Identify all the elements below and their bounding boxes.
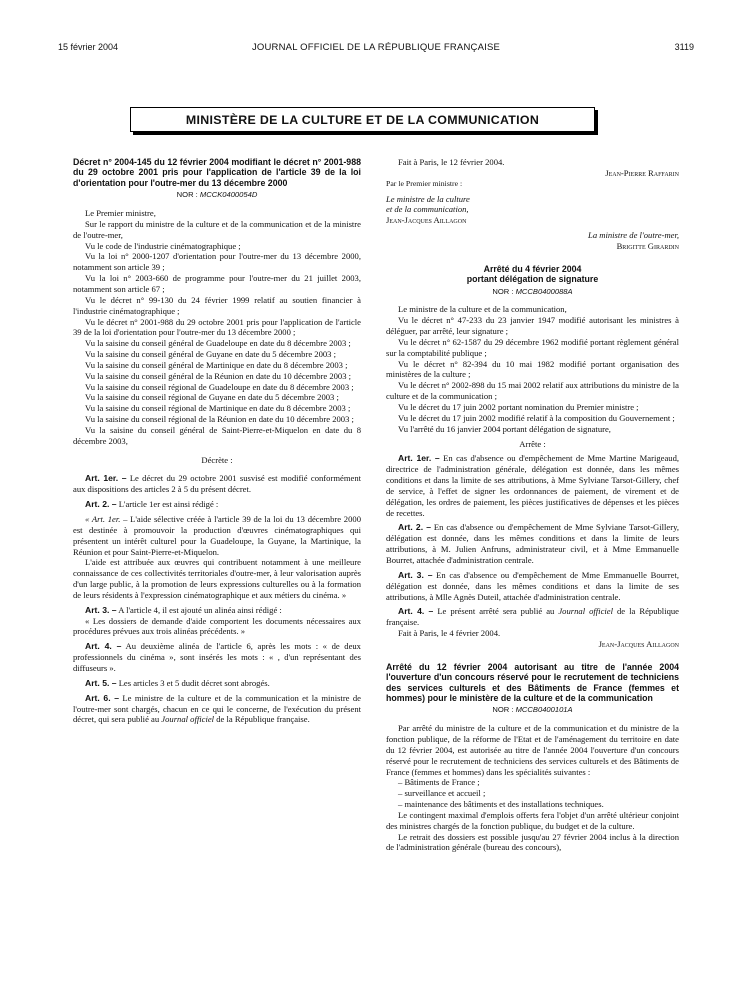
- ministry-banner: [130, 107, 595, 132]
- ministry-title: MINISTÈRE DE LA CULTURE ET DE LA COMMUNICATION: [185, 112, 540, 127]
- decret-para: Vu la loi n° 2000-1207 d'orientation pour l'outre-mer du 13 décembre 2000, notamment son article 39 ;: [73, 251, 361, 273]
- arrete1-article-4: Art. 4. – Le présent arrêté sera publié au Journal officiel de la République française.: [386, 606, 679, 628]
- arrete1-article-2: Art. 2. – En cas d'absence ou d'empêchement de Mme Sylviane Tarsot-Gillery, délégation est donnée, dans les mêmes conditions et dans la limite de leurs attributions, à M. Julien Anfruns, administrateur civil, et à Mme Emmanuelle Bourret, attachée d'administration centrale.: [386, 522, 679, 565]
- decret-para: Vu la saisine du conseil régional de Guyane en date du 5 décembre 2003 ;: [85, 392, 339, 403]
- arrete2-para: Le contingent maximal d'emplois offerts fera l'objet d'un arrêté ultérieur conjoint des ministres chargés de la fonction publique, du budget et de la culture.: [386, 809, 679, 831]
- arrete2-list-item: – maintenance des bâtiments et des installations techniques.: [398, 799, 604, 810]
- decret-para: Vu la saisine du conseil général de la Réunion en date du 10 décembre 2003 ;: [85, 370, 352, 381]
- decret-para: Vu la saisine du conseil général de Guadeloupe en date du 8 décembre 2003 ;: [85, 338, 351, 349]
- decret-para: Vu la saisine du conseil régional de Martinique en date du 8 décembre 2003 ;: [85, 403, 351, 414]
- decret-para: Vu le décret n° 99-130 du 24 février 1999 relatif au soutien financier à l'industrie cinématographique ;: [73, 294, 361, 316]
- arrete1-subtitle: portant délégation de signature: [466, 274, 599, 285]
- article-5: Art. 5. – Les articles 3 et 5 dudit décret sont abrogés.: [85, 677, 270, 688]
- arrete2-title: Arrêté du 12 février 2004 autorisant au titre de l'année 2004 l'ouverture d'un concours réservé pour le recrutement de techniciens des services culturels et des Bâtiments de France (femmes et hommes) pour le ministère de la culture et de la communication: [386, 661, 679, 703]
- quoted-para: L'aide est attribuée aux œuvres qui contribuent notamment à une meilleure connaissance de ces collectivités territoriales d'outre-mer, à leur valorisation auprès d'un large public, à la promotion de leurs expressions culturelles ou à la formation de leurs résidents à l'expression cinématographique et aux métiers du cinéma. »: [73, 557, 361, 600]
- arrete2-nor: NOR : MCCB0400101A: [492, 705, 573, 715]
- journal-title: JOURNAL OFFICIEL DE LA RÉPUBLIQUE FRANÇAISE: [251, 42, 501, 53]
- article-4: Art. 4. – Au deuxième alinéa de l'article 6, après les mots : « de deux professionnels du cinéma », sont insérés les mots : « , d'un représentant des diffuseurs ».: [73, 641, 361, 673]
- decret-para: Sur le rapport du ministre de la culture et de la communication et de la ministre de l'outre-mer,: [73, 218, 361, 240]
- decret-para: Vu le décret n° 2001-988 du 29 octobre 2001 pris pour l'application de l'article 39 de la loi d'orientation pour l'outre-mer du 13 décembre 2000 ;: [73, 316, 361, 338]
- article-3: Art. 3. – A l'article 4, il est ajouté un alinéa ainsi rédigé :: [85, 604, 282, 615]
- decret-fait: Fait à Paris, le 12 février 2004.: [398, 157, 505, 167]
- quoted-para: « Les dossiers de demande d'aide comportent les documents nécessaires aux procédures prévues aux trois alinéas précédents. »: [73, 615, 361, 637]
- arrete2-para: Le retrait des dossiers est possible jusqu'au 27 février 2004 inclus à la direction de l'administration générale (bureau des concours),: [386, 831, 679, 853]
- right-column: [386, 157, 679, 853]
- arrete1-para: Vu le décret n° 2002-898 du 15 mai 2002 relatif aux attributions du ministre de la culture et de la communication ;: [386, 380, 679, 402]
- decret-para: Vu la saisine du conseil général de Martinique en date du 8 décembre 2003 ;: [85, 359, 348, 370]
- arrete1-para: Vu le décret du 17 juin 2002 modifié relatif à la composition du Gouvernement ;: [398, 412, 675, 423]
- arrete1-para: Vu le décret du 17 juin 2002 portant nomination du Premier ministre ;: [398, 402, 639, 412]
- signature-pm: Jean-Pierre Raffarin: [605, 167, 679, 178]
- article-6: Art. 6. – Le ministre de la culture et de la communication et la ministre de l'outre-mer sont chargés, chacun en ce qui le concerne, de l'exécution du présent décret, qui sera publié au Journal officiel de la République française.: [73, 692, 361, 725]
- decret-para: Vu le code de l'industrie cinématographique ;: [85, 240, 241, 251]
- arrete1-para: Vu le décret n° 47-233 du 23 janvier 1947 modifié autorisant les ministres à déléguer, par arrêté, leur signature ;: [386, 315, 679, 337]
- arrete1-nor: NOR : MCCB0400088A: [492, 286, 573, 296]
- minister-culture-title: Le ministre de la culture: [386, 193, 470, 204]
- article-2: Art. 2. – L'article 1er est ainsi rédigé :: [85, 499, 219, 510]
- decret-para: Vu la saisine du conseil régional de la Réunion en date du 10 décembre 2003 ;: [85, 414, 354, 425]
- decret-para: Vu la saisine du conseil général de Saint-Pierre-et-Miquelon en date du 8 décembre 2003,: [73, 424, 361, 446]
- page-header: [58, 42, 694, 56]
- minister-om-title: La ministre de l'outre-mer,: [588, 230, 679, 241]
- page-number: 3119: [674, 42, 694, 52]
- header-date: 15 février 2004: [58, 42, 119, 52]
- left-column: [73, 157, 361, 725]
- decret-title: Décret n° 2004-145 du 12 février 2004 modifiant le décret n° 2001-988 du 29 octobre 2001 pris pour l'application de l'article 39 de la loi d'orientation pour l'outre-mer du 13 décembre 2000: [73, 157, 361, 188]
- minister-culture-title-2: et de la communication,: [386, 204, 469, 215]
- arrete1-article-1: Art. 1er. – En cas d'absence ou d'empêchement de Mme Martine Marigeaud, directrice de l'administration générale, délégation est donnée, dans les mêmes conditions et dans la limite de ses attributions, à Mme Sylviane Tarsot-Gillery, chef de service, à l'effet de signer les ordonnances de paiement, de virement et de délégation, les ordres de paiement, les pièces justificatives de dépenses et les pièces de recettes.: [386, 453, 680, 518]
- quoted-article: « Art. 1er. – L'aide sélective créée à l'article 39 de la loi du 13 décembre 2000 est destinée à promouvoir la production d'œuvres cinématographiques qui présentent un intérêt culturel pour la Guadeloupe, la Guyane, la Martinique, la Réunion et pour Saint-Pierre-et-Miquelon.: [73, 514, 361, 557]
- decret-para: Vu la saisine du conseil général de Guyane en date du 5 décembre 2003 ;: [85, 349, 337, 360]
- arrete1-title: Arrêté du 4 février 2004: [483, 263, 582, 274]
- arrete1-para: Le ministre de la culture et de la communication,: [398, 304, 567, 315]
- par-premier-ministre: Par le Premier ministre :: [386, 178, 463, 188]
- signature-culture: Jean-Jacques Aillagon: [386, 215, 467, 226]
- arrete2-list-item: – Bâtiments de France ;: [398, 777, 480, 788]
- decret-nor: NOR : MCCK0400054D: [176, 190, 258, 200]
- arrete-label: Arrête :: [519, 438, 546, 449]
- arrete1-para: Vu le décret n° 82-394 du 10 mai 1982 modifié portant organisation des ministères de la culture ;: [386, 358, 679, 380]
- decret-para: Le Premier ministre,: [85, 208, 156, 219]
- arrete2-list-item: – surveillance et accueil ;: [398, 788, 486, 799]
- arrete1-fait: Fait à Paris, le 4 février 2004.: [398, 628, 501, 639]
- arrete1-article-3: Art. 3. – En cas d'absence ou d'empêchement de Mme Emmanuelle Bourret, délégation est donnée, dans les mêmes conditions et dans la limite de ses attributions, à Mlle Agnès Duteil, attachée d'administration centrale.: [386, 569, 679, 602]
- signature-om: Brigitte Girardin: [616, 240, 679, 251]
- arrete1-para: Vu l'arrêté du 16 janvier 2004 portant délégation de signature,: [398, 423, 611, 434]
- decret-para: Vu la loi n° 2003-660 de programme pour l'outre-mer du 21 juillet 2003, notamment son article 67 ;: [73, 273, 361, 294]
- decret-para: Vu la saisine du conseil régional de Guadeloupe en date du 8 décembre 2003 ;: [85, 381, 354, 392]
- decrete-label: Décrète :: [201, 454, 233, 465]
- arrete1-para: Vu le décret n° 62-1587 du 29 décembre 1962 modifié portant règlement général sur la comptabilité publique ;: [386, 336, 679, 358]
- arrete2-para: Par arrêté du ministre de la culture et de la communication et du ministre de la fonction publique, de la réforme de l'Etat et de l'aménagement du territoire en date du 12 février 2004, est autorisée au titre de l'année 2004 l'ouverture d'un concours réservé pour le recrutement de techniciens des services culturels et des Bâtiments de France (femmes et hommes) dans les spécialités suivantes :: [386, 723, 679, 777]
- arrete1-signature: Jean-Jacques Aillagon: [598, 638, 679, 649]
- article-1: Art. 1er. – Le décret du 29 octobre 2001 susvisé est modifié conformément aux dispositions des articles 2 à 5 du présent décret.: [73, 473, 362, 495]
